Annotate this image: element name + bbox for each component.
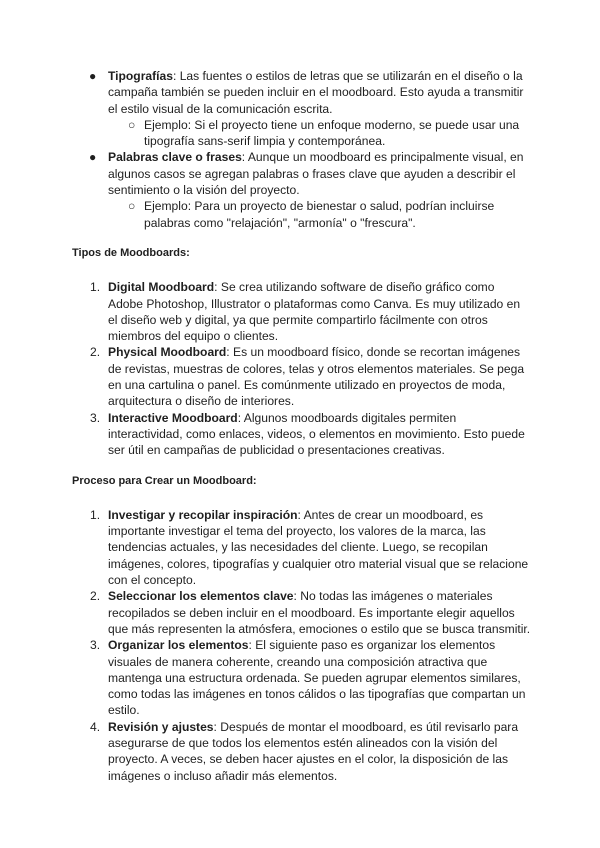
sub-bullet-text: Ejemplo: Para un proyecto de bienestar o salud, podrían incluirse palabras como "relajación", "armonía" o "frescura". — [144, 199, 495, 230]
sub-bullet-text: Ejemplo: Si el proyecto tiene un enfoque moderno, se puede usar una tipografía sans-serif limpia y contemporánea. — [144, 117, 520, 149]
list-item-title: Interactive Moodboard — [108, 410, 238, 425]
list-item-title: Seleccionar los elementos clave — [108, 589, 294, 604]
document-content — [72, 68, 532, 784]
list-item-interactive-moodboard — [72, 410, 532, 459]
bullet-circle-icon: ○ — [128, 199, 136, 214]
bullet-text: : Las fuentes o estilos de letras que se utilizarán en el diseño o la campaña también se pueden incluir en el moodboard. Esto ayuda a transmitir el estilo visual de la comunicación escrita. — [108, 69, 524, 116]
bullet-title: Tipografías — [108, 69, 173, 83]
list-item-text: : El siguiente paso es organizar los elementos visuales de manera coherente, creando una composición atractiva que mantenga una estructura ordenada. Se pueden agrupar elementos similares, como todas las imágenes en tonos cálidos o las tipografías que compartan un estilo. — [108, 638, 526, 718]
list-number: 2. — [90, 589, 101, 604]
list-item-text: : Después de montar el moodboard, es útil revisarlo para asegurarse de que todos los elementos estén alineados con la visión del proyecto. A veces, se deben hacer ajustes en el color, la disposición de las imágenes o incluso añadir más elementos. — [108, 719, 519, 783]
bullet-title: Palabras clave o frases — [108, 150, 242, 165]
list-number: 3. — [90, 410, 101, 425]
list-item-title: Investigar y recopilar inspiración — [108, 507, 298, 522]
bullet-item-tipografias — [72, 68, 532, 117]
list-item-title: Organizar los elementos — [108, 638, 249, 653]
list-item-organizar — [72, 637, 532, 718]
list-item-text: : Antes de crear un moodboard, es importante investigar el tema del proyecto, los valores de la marca, las tendencias actuales, y las necesidades del cliente. Luego, se recopilan imágenes, colores, tipografías y cualquier otro material visual que se relacione con el concepto. — [108, 507, 529, 588]
list-item-text: : Algunos moodboards digitales permiten interactividad, como enlaces, videos, o elementos en movimiento. Esto puede ser útil en campañas de publicidad o presentaciones creativas. — [108, 410, 525, 458]
section-heading-tipos: Tipos de Moodboards: — [72, 246, 190, 259]
list-number: 1. — [90, 280, 101, 295]
list-item-digital-moodboard — [72, 279, 532, 344]
sub-bullet-item — [72, 198, 532, 231]
list-item-physical-moodboard — [72, 344, 532, 409]
list-item-investigar — [72, 507, 532, 588]
bullet-circle-icon: ○ — [128, 117, 136, 132]
list-number: 3. — [90, 638, 101, 653]
bullet-dot-icon: ● — [89, 150, 97, 165]
list-item-text: : No todas las imágenes o materiales recopilados se deben incluir en el moodboard. Es importante elegir aquellos que más representen la atmósfera, emociones o estilo que se busca transmitir. — [108, 589, 531, 636]
bullet-dot-icon: ● — [89, 69, 97, 83]
list-item-revision — [72, 719, 532, 784]
bullet-item-palabras-clave — [72, 149, 532, 198]
list-item-seleccionar — [72, 588, 532, 637]
list-item-title: Physical Moodboard — [108, 345, 227, 360]
sub-bullet-item — [72, 117, 532, 150]
list-number: 2. — [90, 345, 101, 360]
list-number: 4. — [90, 719, 101, 734]
list-item-text: : Es un moodboard físico, donde se recortan imágenes de revistas, muestras de colores, telas y otros elementos materiales. Se pega en una cartulina o panel. Es comúnmente utilizado en proyectos de moda, arquitectura o diseño de interiores. — [108, 345, 525, 409]
section-heading-proceso: Proceso para Crear un Moodboard: — [72, 474, 257, 487]
bullet-text: : Aunque un moodboard es principalmente visual, en algunos casos se agregan palabras o frases clave que ayuden a describir el sentimiento o la visión del proyecto. — [108, 150, 524, 198]
list-item-title: Digital Moodboard — [108, 280, 215, 295]
list-number: 1. — [90, 507, 101, 522]
list-item-title: Revisión y ajustes — [108, 719, 214, 734]
list-item-text: : Se crea utilizando software de diseño gráfico como Adobe Photoshop, Illustrator o plataformas como Canva. Es muy utilizado en el diseño web y digital, ya que permite compartirlo fácilmente con otros miembros del equipo o clientes. — [108, 280, 521, 344]
